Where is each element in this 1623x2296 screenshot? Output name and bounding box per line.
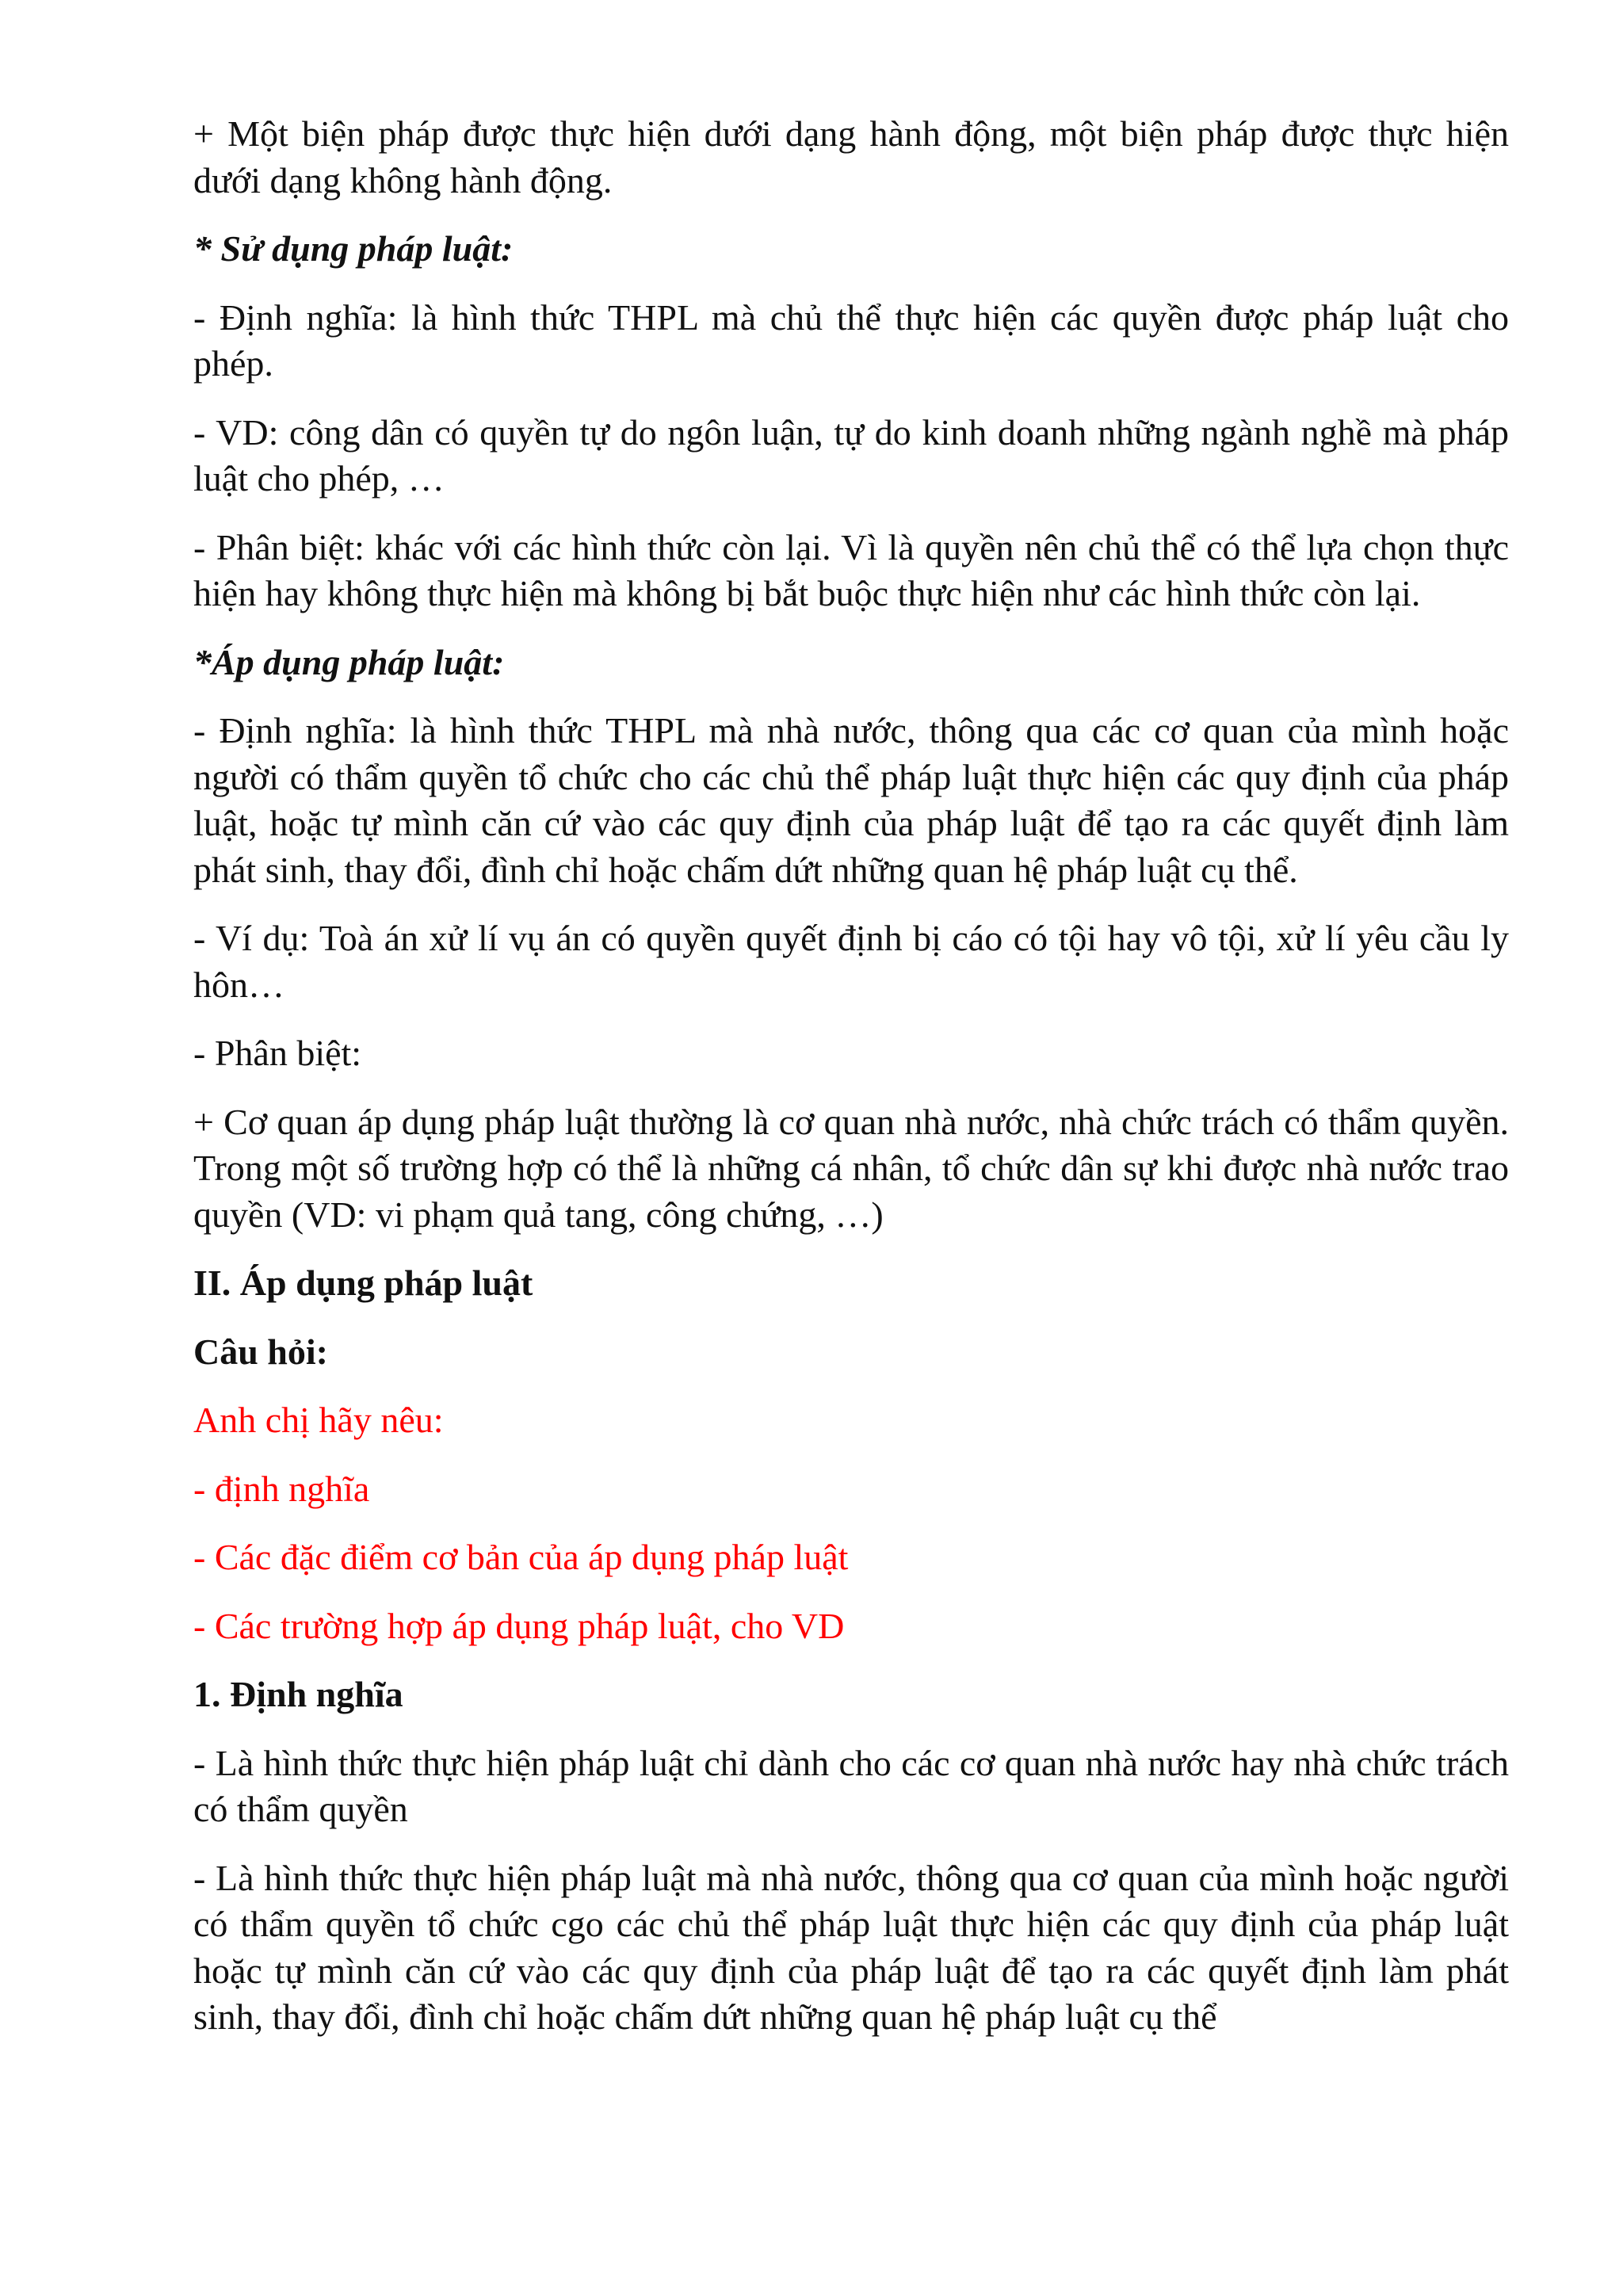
paragraph-su-dung-definition: - Định nghĩa: là hình thức THPL mà chủ thể thực hiện các quyền được pháp luật cho phép. <box>193 296 1509 384</box>
heading-su-dung-phap-luat: * Sử dụng pháp luật: <box>193 228 514 269</box>
paragraph-ap-dung-distinction-detail: + Cơ quan áp dụng pháp luật thường là cơ quan nhà nước, nhà chức trách có thẩm quyền. Trong một số trường hợp có thể là những cá nhân, tổ chức dân sự khi được nhà nước trao quyền (VD: vi phạm quả tang, công chứng, …) <box>193 1101 1509 1235</box>
document-body <box>193 111 1509 2063</box>
paragraph-definition-1: - Là hình thức thực hiện pháp luật chỉ dành cho các cơ quan nhà nước hay nhà chức trách có thẩm quyền <box>193 1742 1509 1829</box>
paragraph-ap-dung-example: - Ví dụ: Toà án xử lí vụ án có quyền quyết định bị cáo có tội hay vô tội, xử lí yêu cầu ly hôn… <box>193 918 1509 1005</box>
paragraph-definition-2: - Là hình thức thực hiện pháp luật mà nhà nước, thông qua cơ quan của mình hoặc người có thẩm quyền tổ chức cgo các chủ thể pháp luật thực hiện các quy định của pháp luật hoặc tự mình căn cứ vào các quy định của pháp luật để tạo ra các quyết định làm phát sinh, thay đổi, đình chỉ hoặc chấm dứt những quan hệ pháp luật cụ thể <box>193 1857 1509 2037</box>
paragraph-su-dung-example: - VD: công dân có quyền tự do ngôn luận, tự do kinh doanh những ngành nghề mà pháp luật cho phép, … <box>193 411 1509 499</box>
heading-ap-dung-phap-luat: *Áp dụng pháp luật: <box>193 641 505 682</box>
subsection-heading-definition: 1. Định nghĩa <box>193 1674 403 1714</box>
question-item-characteristics: - Các đặc điểm cơ bản của áp dụng pháp luật <box>193 1537 849 1577</box>
paragraph-ap-dung-definition: - Định nghĩa: là hình thức THPL mà nhà nước, thông qua các cơ quan của mình hoặc người có thẩm quyền tổ chức cho các chủ thể pháp luật thực hiện các quy định của pháp luật, hoặc tự mình căn cứ vào các quy định của pháp luật để tạo ra các quyết định làm phát sinh, thay đổi, đình chỉ hoặc chấm dứt những quan hệ pháp luật cụ thể. <box>193 710 1509 890</box>
question-item-cases: - Các trường hợp áp dụng pháp luật, cho VD <box>193 1605 845 1646</box>
question-label: Câu hỏi: <box>193 1331 328 1372</box>
section-heading-ap-dung: II. Áp dụng pháp luật <box>193 1263 533 1303</box>
paragraph-ap-dung-distinction-label: - Phân biệt: <box>193 1033 362 1073</box>
question-item-definition: - định nghĩa <box>193 1468 370 1509</box>
question-prompt: Anh chị hãy nêu: <box>193 1400 444 1440</box>
paragraph-su-dung-distinction: - Phân biệt: khác với các hình thức còn lại. Vì là quyền nên chủ thể có thể lựa chọn thực hiện hay không thực hiện mà không bị bắt buộc thực hiện như các hình thức còn lại. <box>193 526 1509 613</box>
paragraph-action-measures: + Một biện pháp được thực hiện dưới dạng hành động, một biện pháp được thực hiện dưới dạng không hành động. <box>193 113 1509 201</box>
